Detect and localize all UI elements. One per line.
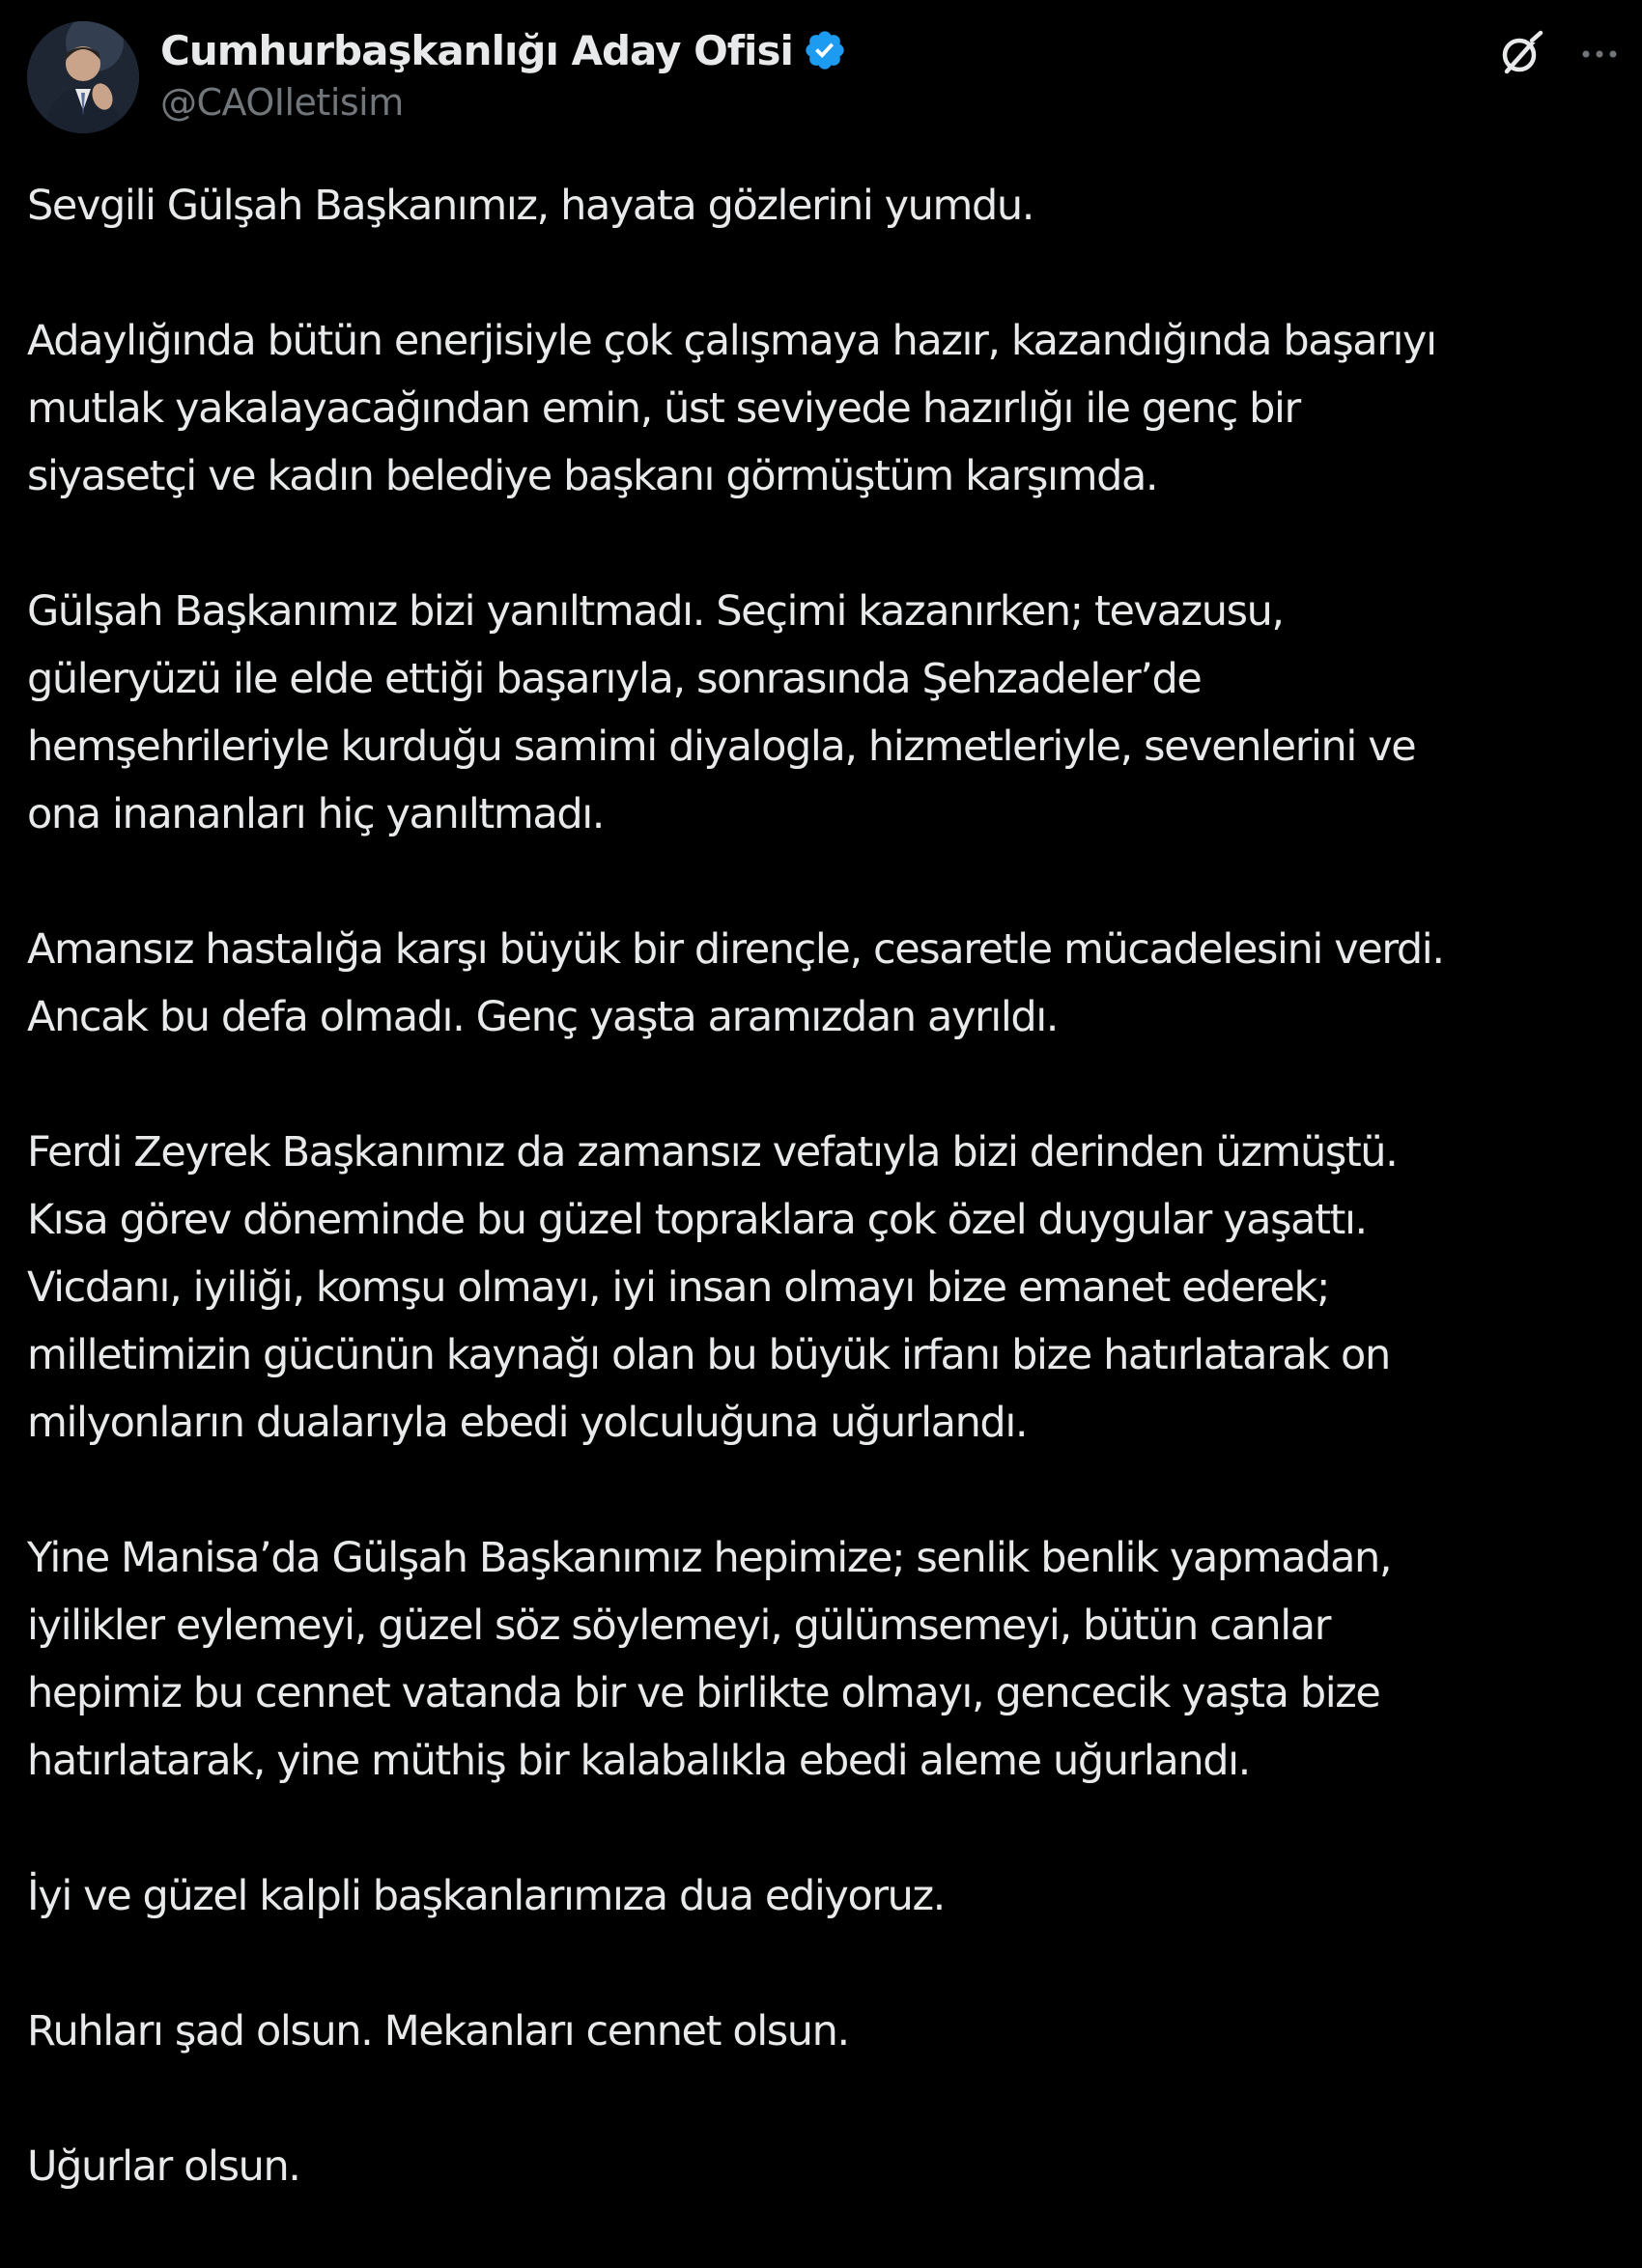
display-name[interactable]: Cumhurbaşkanlığı Aday Ofisi [160,26,793,74]
more-icon[interactable] [1578,33,1621,75]
tweet-header [27,21,1621,137]
tweet-actions [1495,29,1621,79]
tweet-text [27,172,1621,2268]
author-names [160,23,847,124]
verified-badge-icon[interactable] [803,28,847,72]
display-name-row [160,23,847,77]
tweet-paragraph: Yine Manisa’da Gülşah Başkanımız hepimize; senlik benlik yapmadan, iyilikler eylemeyi, güzel söz söylemeyi, gülümsemeyi, bütün canlar hepimiz bu cennet vatanda bir ve birlikte olmayı, gencecik yaşta bize hatırlatarak, yine müthiş bir kalabalıkla ebedi aleme uğurlandı. [27,1534,1392,1785]
avatar-image [27,21,139,133]
tweet-paragraph: Uğurlar olsun. [27,2142,300,2191]
tweet-paragraph: İyi ve güzel kalpli başkanlarımıza dua ediyoruz. [27,1872,945,1920]
user-handle[interactable]: @CAOIletisim [160,81,404,124]
avatar[interactable] [27,21,139,133]
tweet-paragraph: Gülşah Başkanımız bizi yanıltmadı. Seçimi kazanırken; tevazusu, güleryüzü ile elde ettiği başarıyla, sonrasında Şehzadeler’de hemşehrileriyle kurduğu samimi diyalogla, hizmetleriyle, sevenlerini ve ona inananları hiç yanıltmadı. [27,587,1416,838]
grok-icon[interactable] [1495,29,1545,79]
tweet-paragraph: Ruhları şad olsun. Mekanları cennet olsun. [27,2007,849,2055]
tweet-paragraph: Sevgili Gülşah Başkanımız, hayata gözlerini yumdu. [27,182,1034,230]
tweet-paragraph: Ferdi Zeyrek Başkanımız da zamansız vefatıyla bizi derinden üzmüştü. Kısa görev döneminde bu güzel topraklara çok özel duygular yaşattı. Vicdanı, iyiliği, komşu olmayı, iyi insan olmayı bize emanet ederek; milletimizin gücünün kaynağı olan bu büyük irfanı bize hatırlatarak on milyonların dualarıyla ebedi yolculuğuna uğurlandı. [27,1128,1398,1447]
tweet-paragraph: Amansız hastalığa karşı büyük bir dirençle, cesaretle mücadelesini verdi. Ancak bu defa olmadı. Genç yaşta aramızdan ayrıldı. [27,925,1444,1041]
tweet-paragraph: Adaylığında bütün enerjisiyle çok çalışmaya hazır, kazandığında başarıyı mutlak yakalayacağından emin, üst seviyede hazırlığı ile genç bir siyasetçi ve kadın belediye başkanı görmüştüm karşımda. [27,317,1436,500]
